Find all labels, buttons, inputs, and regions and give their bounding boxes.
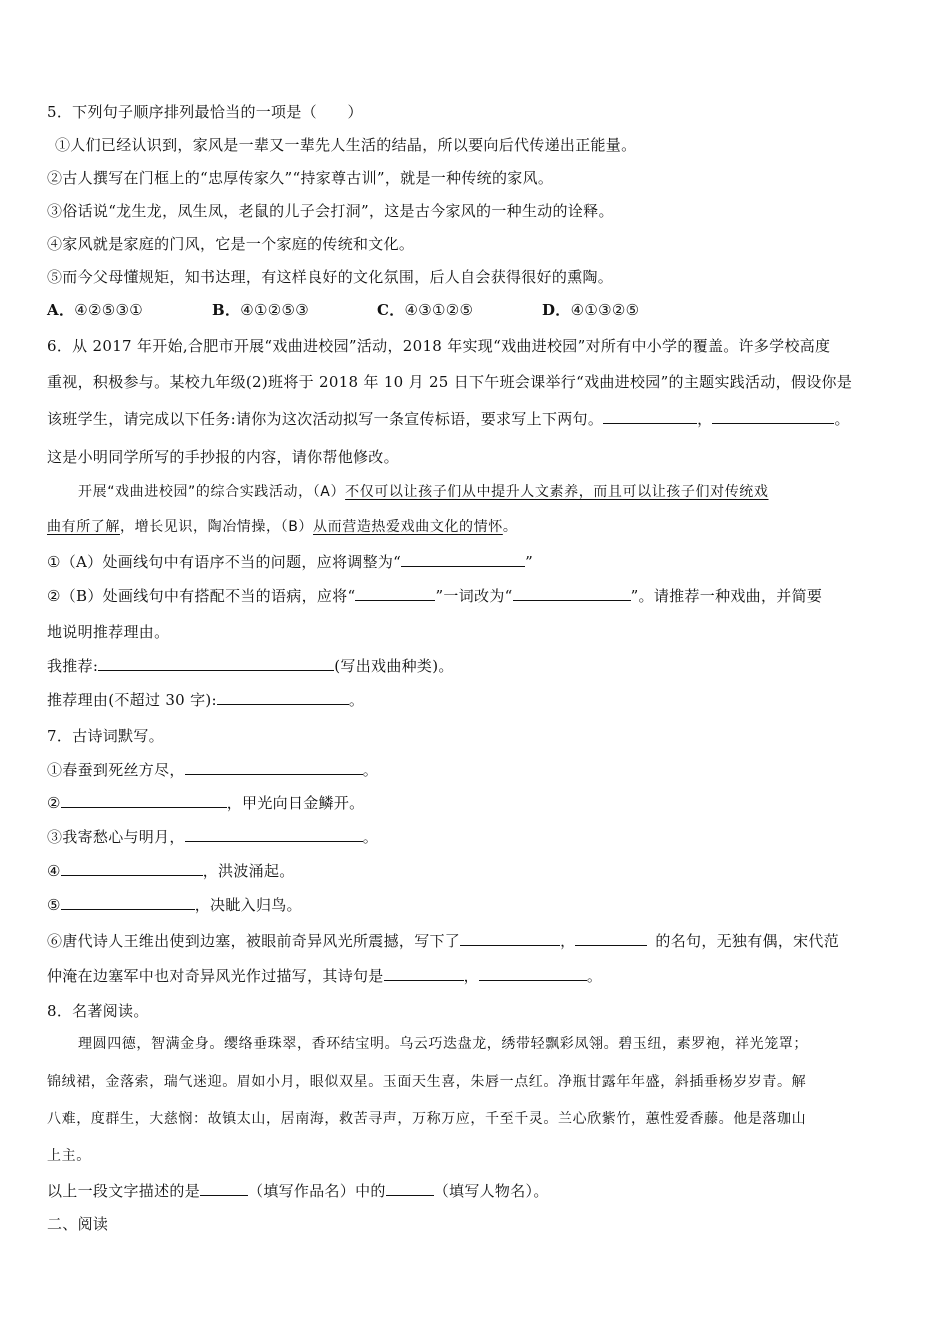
q5-options xyxy=(47,299,639,321)
q7-item-6-cont: 仲淹在边塞军中也对奇异风光作过描写，其诗句是 ， 。 xyxy=(47,967,603,985)
q6-task-2: ②（B）处画线句中有搭配不当的语病，应将“ ”一词改为“ ”。请推荐一种戏曲，并简要 xyxy=(47,587,823,605)
q6-recommend: 我推荐: (写出戏曲种类)。 xyxy=(47,657,454,675)
poem-blank-6b[interactable] xyxy=(575,931,647,946)
q7-item-1: ①春蚕到死丝方尽， 。 xyxy=(47,761,379,779)
q6-reason: 推荐理由(不超过 30 字): 。 xyxy=(47,691,365,709)
q7-item-5: ⑤ ，决眦入归鸟。 xyxy=(47,896,302,914)
q7-stem: 7．古诗词默写。 xyxy=(47,727,164,745)
q8-text-line-2: 锦绒裙，金落索，瑞气迷迎。眉如小月，眼似双星。玉面天生喜，朱唇一点红。净瓶甘露年年盛，斜插垂杨岁岁青。解 xyxy=(47,1074,807,1090)
q5-sentence-2: ②古人撰写在门框上的“忠厚传家久”“持家尊古训”，就是一种传统的家风。 xyxy=(47,169,554,187)
opera-type-blank[interactable] xyxy=(98,656,334,671)
poem-blank-6c[interactable] xyxy=(384,966,464,981)
q5-stem: 5．下列句子顺序排列最恰当的一项是（ ） xyxy=(47,103,363,121)
q5-option-b[interactable]: B．④①②⑤③ xyxy=(212,301,310,319)
q5-sentence-1: ①人们已经认识到，家风是一辈又一辈先人生活的结晶，所以要向后代传递出正能量。 xyxy=(55,136,637,154)
q6-task-1: ①（A）处画线句中有语序不当的问题，应将调整为“ ” xyxy=(47,553,534,571)
q5-sentence-4: ④家风就是家庭的门风，它是一个家庭的传统和文化。 xyxy=(47,235,415,253)
q8-text-line-3: 八难，度群生，大慈悯：故镇太山，居南海，救苦寻声，万称万应，千至千灵。兰心欣紫竹，蕙性爱香藤。他是落珈山 xyxy=(47,1111,807,1127)
q8-text-line-4: 上主。 xyxy=(47,1148,91,1164)
underlined-sentence-a: 不仅可以让孩子们从中提升人文素养，而且可以让孩子们对传统戏 xyxy=(345,484,769,500)
reorder-blank[interactable] xyxy=(401,552,525,567)
slogan-blank-1[interactable] xyxy=(603,409,697,424)
q5-option-d[interactable]: D．④①③②⑤ xyxy=(542,301,640,319)
q6-line-4: 这是小明同学所写的手抄报的内容，请你帮他修改。 xyxy=(47,448,399,466)
section-heading: 二、阅读 xyxy=(47,1215,109,1233)
correct-word-blank[interactable] xyxy=(513,586,631,601)
q5-option-a[interactable]: A．④②⑤③① xyxy=(47,301,143,319)
slogan-blank-2[interactable] xyxy=(712,409,834,424)
q8-question: 以上一段文字描述的是 （填写作品名）中的 （填写人物名）。 xyxy=(47,1182,549,1200)
poem-blank-3[interactable] xyxy=(185,827,363,842)
character-name-blank[interactable] xyxy=(386,1181,434,1196)
q6-task-2-cont: 地说明推荐理由。 xyxy=(47,623,170,641)
q5-option-c[interactable]: C．④③①②⑤ xyxy=(377,301,474,319)
poem-blank-4[interactable] xyxy=(61,861,203,876)
q7-item-4: ④ ，洪波涌起。 xyxy=(47,862,295,880)
q6-line-2: 重视，积极参与。某校九年级(2)班将于 2018 年 10 月 25 日下午班会课举行“戏曲进校园”的主题实践活动，假设你是 xyxy=(47,373,853,391)
q8-text-line-1: 理圆四德，智满金身。缨络垂珠翠，香环结宝明。乌云巧迭盘龙，绣带轻飘彩凤翎。碧玉纽，素罗袍，祥光笼罩； xyxy=(78,1036,808,1052)
work-name-blank[interactable] xyxy=(200,1181,248,1196)
q8-stem: 8．名著阅读。 xyxy=(47,1002,149,1020)
underlined-sentence-a-end: 曲有所了解 xyxy=(47,519,120,535)
q7-item-6: ⑥唐代诗人王维出使到边塞，被眼前奇异风光所震撼，写下了 ， 的名句，无独有偶，宋代范 xyxy=(47,932,840,950)
poem-blank-5[interactable] xyxy=(61,895,195,910)
q5-sentence-5: ⑤而今父母懂规矩，知书达理，有这样良好的文化氛围，后人自会获得很好的熏陶。 xyxy=(47,268,614,286)
q6-passage-line-1: 开展“戏曲进校园”的综合实践活动，（A）不仅可以让孩子们从中提升人文素养，而且可以让孩子们对传统戏 xyxy=(78,484,769,500)
underlined-sentence-b: 从而营造热爱戏曲文化的情怀 xyxy=(313,519,503,535)
poem-blank-2[interactable] xyxy=(61,793,227,808)
q7-item-3: ③我寄愁心与明月， 。 xyxy=(47,828,379,846)
q6-line-1: 6．从 2017 年开始,合肥市开展“戏曲进校园”活动，2018 年实现“戏曲进校园”对所有中小学的覆盖。许多学校高度 xyxy=(47,337,831,355)
q6-passage-line-2: 曲有所了解，增长见识，陶冶情操，（B）从而营造热爱戏曲文化的情怀。 xyxy=(47,519,518,535)
poem-blank-6a[interactable] xyxy=(460,931,560,946)
wrong-word-blank[interactable] xyxy=(355,586,435,601)
q7-item-2: ② ，甲光向日金鳞开。 xyxy=(47,794,365,812)
poem-blank-6d[interactable] xyxy=(479,966,587,981)
poem-blank-1[interactable] xyxy=(185,760,363,775)
reason-blank[interactable] xyxy=(217,690,349,705)
q6-line-3: 该班学生，请完成以下任务:请你为这次活动拟写一条宣传标语，要求写上下两句。 ， 。 xyxy=(47,410,850,428)
q5-sentence-3: ③俗话说“龙生龙，凤生凤，老鼠的儿子会打洞”，这是古今家风的一种生动的诠释。 xyxy=(47,202,614,220)
